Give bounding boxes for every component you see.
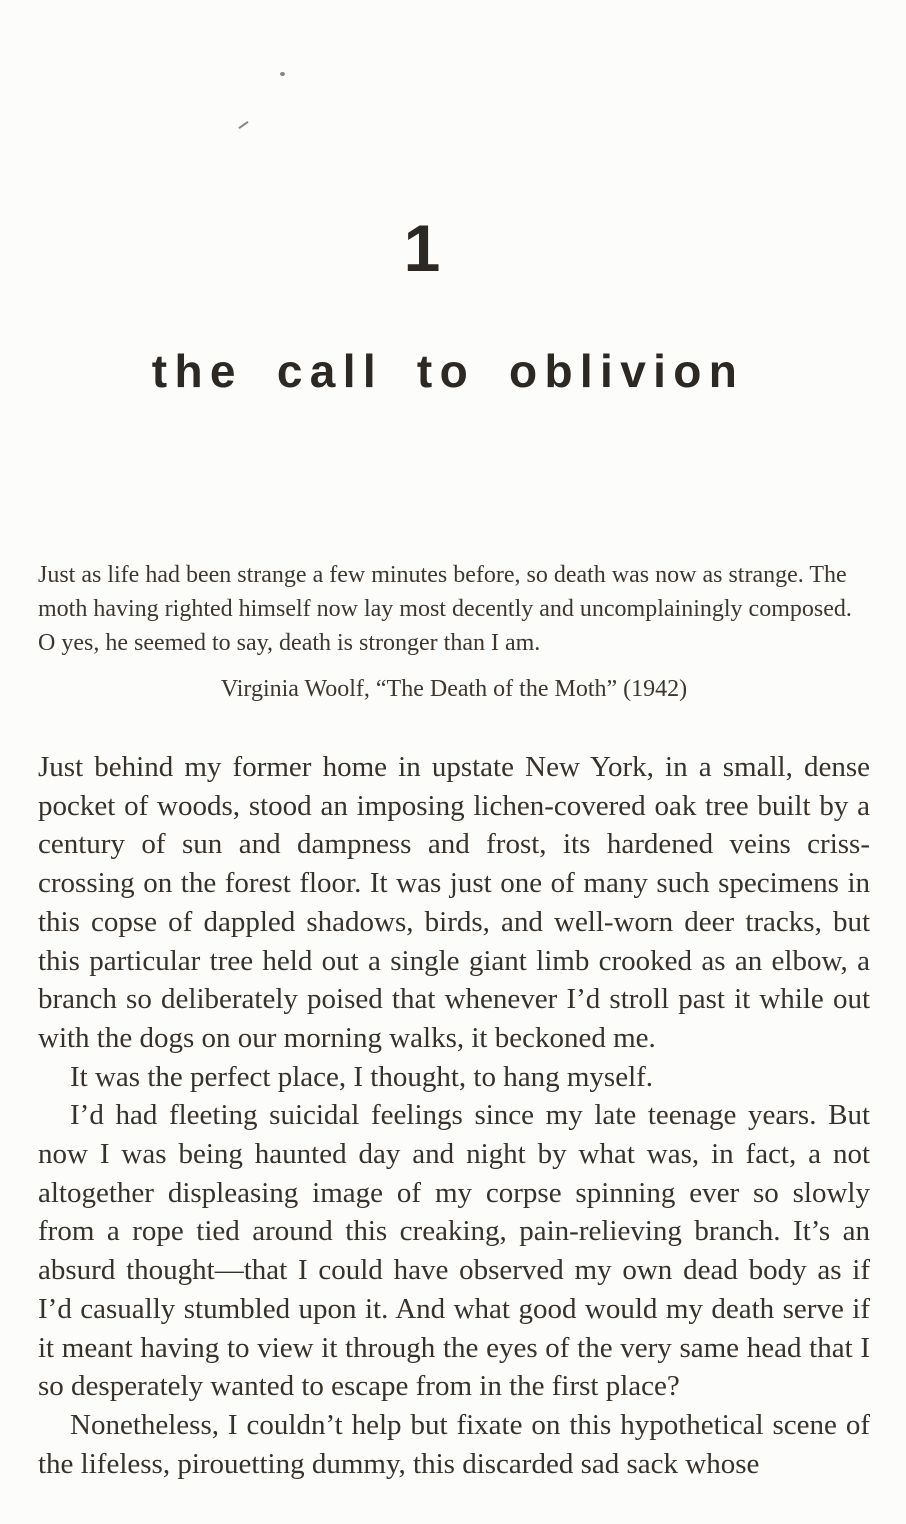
body-text: [38, 748, 870, 1483]
chapter-title: the call to oblivion: [151, 345, 745, 397]
epigraph-text: Just as life had been strange a few minutes before, so death was now as strange. The moth having righted himself now lay most decently and uncomplainingly composed. O yes, he seemed to say, death is stronger than I am.: [38, 562, 852, 656]
scan-artifact-dot: [280, 72, 285, 76]
paragraph: Nonetheless, I couldn’t help but fixate on this hypothetical scene of the lifeless, pirouetting dummy, this discarded sad sack whose: [38, 1408, 870, 1480]
epigraph-attribution: Virginia Woolf, “The Death of the Moth” (1942): [220, 676, 688, 702]
scan-artifact-stroke: [238, 121, 248, 129]
chapter-number: 1: [403, 211, 443, 285]
epigraph: [38, 558, 870, 706]
paragraph: I’d had fleeting suicidal feelings since my late teenage years. But now I was being haunted day and night by what was, in fact, a not altogether displeasing image of my corpse spinning ever so slowly from a rope tied around this creaking, pain-relieving branch. It’s an absurd thought—that I could have observed my own dead body as if I’d casually stumbled upon it. And what good would my death serve if it meant having to view it through the eyes of the very same head that I so desperately wanted to escape from in the first place?: [38, 1099, 870, 1403]
paragraph: It was the perfect place, I thought, to hang myself.: [70, 1060, 654, 1093]
paragraph: Just behind my former home in upstate New York, in a small, dense pocket of woods, stood an imposing lichen-covered oak tree built by a century of sun and dampness and frost, its hardened veins criss-crossing on the forest floor. It was just one of many such specimens in this copse of dappled shadows, birds, and well-worn deer tracks, but this particular tree held out a single giant limb crooked as an elbow, a branch so deliberately poised that whenever I’d stroll past it while out with the dogs on our morning walks, it beckoned me.: [38, 751, 870, 1054]
